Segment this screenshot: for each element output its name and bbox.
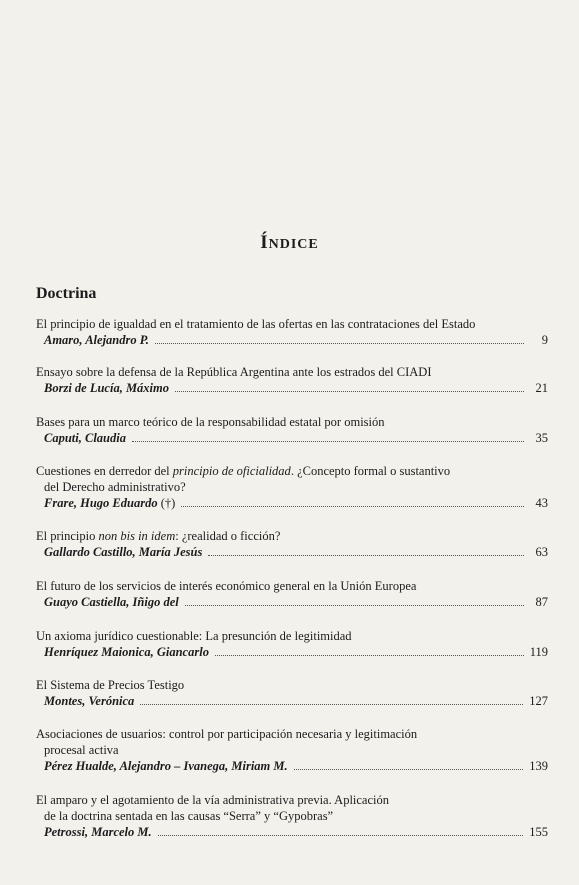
entry-title: Bases para un marco teórico de la responsabilidad estatal por omisión: [36, 415, 385, 429]
entry-author: Gallardo Castillo, María Jesús: [44, 545, 203, 559]
entry-author: Guayo Castiella, Iñigo del: [44, 595, 179, 609]
section-heading: Doctrina: [36, 285, 97, 302]
entry-page: 155: [529, 825, 548, 839]
entry-author: Caputi, Claudia: [44, 431, 126, 445]
dot-leader: [155, 342, 524, 344]
index-title-initial: Í: [260, 232, 269, 253]
entry-page: 119: [529, 645, 548, 659]
toc-entry: [36, 364, 548, 396]
entry-author: Frare, Hugo Eduardo (†): [44, 496, 176, 510]
toc-entry: [36, 578, 548, 610]
entry-page: 87: [535, 595, 548, 609]
dot-leader: [185, 604, 524, 606]
toc-entry: [36, 726, 548, 774]
dot-leader: [208, 554, 524, 556]
dot-leader: [215, 654, 524, 656]
dot-leader: [181, 505, 524, 507]
entry-author: Borzi de Lucía, Máximo: [44, 381, 170, 395]
entry-author: Montes, Verónica: [44, 694, 135, 708]
index-title: [0, 232, 579, 254]
entry-title: El principio de igualdad en el tratamiento de las ofertas en las contrataciones del Estado: [36, 317, 476, 331]
entry-title: El futuro de los servicios de interés económico general en la Unión Europea: [36, 579, 417, 593]
toc-entry: [36, 316, 548, 348]
toc-entry: [36, 677, 548, 709]
dot-leader: [140, 703, 523, 705]
entry-page: 21: [535, 381, 548, 395]
entry-page: 43: [535, 496, 548, 510]
entry-title: El Sistema de Precios Testigo: [36, 678, 185, 692]
toc-entry: [36, 628, 548, 660]
entry-title: El amparo y el agotamiento de la vía administrativa previa. Aplicación de la doctrina sentada en las causas “Serra” y “Gypobras”: [36, 793, 390, 823]
dot-leader: [294, 768, 524, 770]
entry-page: 35: [535, 431, 548, 445]
toc-entry: [36, 463, 548, 511]
entry-title: Cuestiones en derredor del principio de oficialidad. ¿Concepto formal o sustantivo del Derecho administrativo?: [36, 464, 451, 494]
toc-entry: [36, 414, 548, 446]
entry-title: Ensayo sobre la defensa de la República Argentina ante los estrados del CIADI: [36, 365, 432, 379]
index-title-rest: NDICE: [268, 237, 319, 252]
dot-leader: [158, 834, 524, 836]
entry-author: Amaro, Alejandro P.: [44, 333, 149, 347]
entry-page: 139: [529, 759, 548, 773]
dot-leader: [132, 440, 524, 442]
entry-title: Un axioma jurídico cuestionable: La presunción de legitimidad: [36, 629, 352, 643]
entry-author: Pérez Hualde, Alejandro – Ivanega, Miriam M.: [44, 759, 288, 773]
entry-title: Asociaciones de usuarios: control por participación necesaria y legitimación procesal activa: [36, 727, 418, 757]
dot-leader: [175, 390, 524, 392]
entry-page: 9: [541, 333, 548, 347]
entry-author: Petrossi, Marcelo M.: [44, 825, 152, 839]
toc-entry: [36, 528, 548, 560]
entry-author: Henríquez Maionica, Giancarlo: [44, 645, 209, 659]
toc-entry: [36, 792, 548, 840]
entry-page: 63: [535, 545, 548, 559]
entry-page: 127: [529, 694, 548, 708]
entry-title: El principio non bis in idem: ¿realidad o ficción?: [36, 529, 281, 543]
